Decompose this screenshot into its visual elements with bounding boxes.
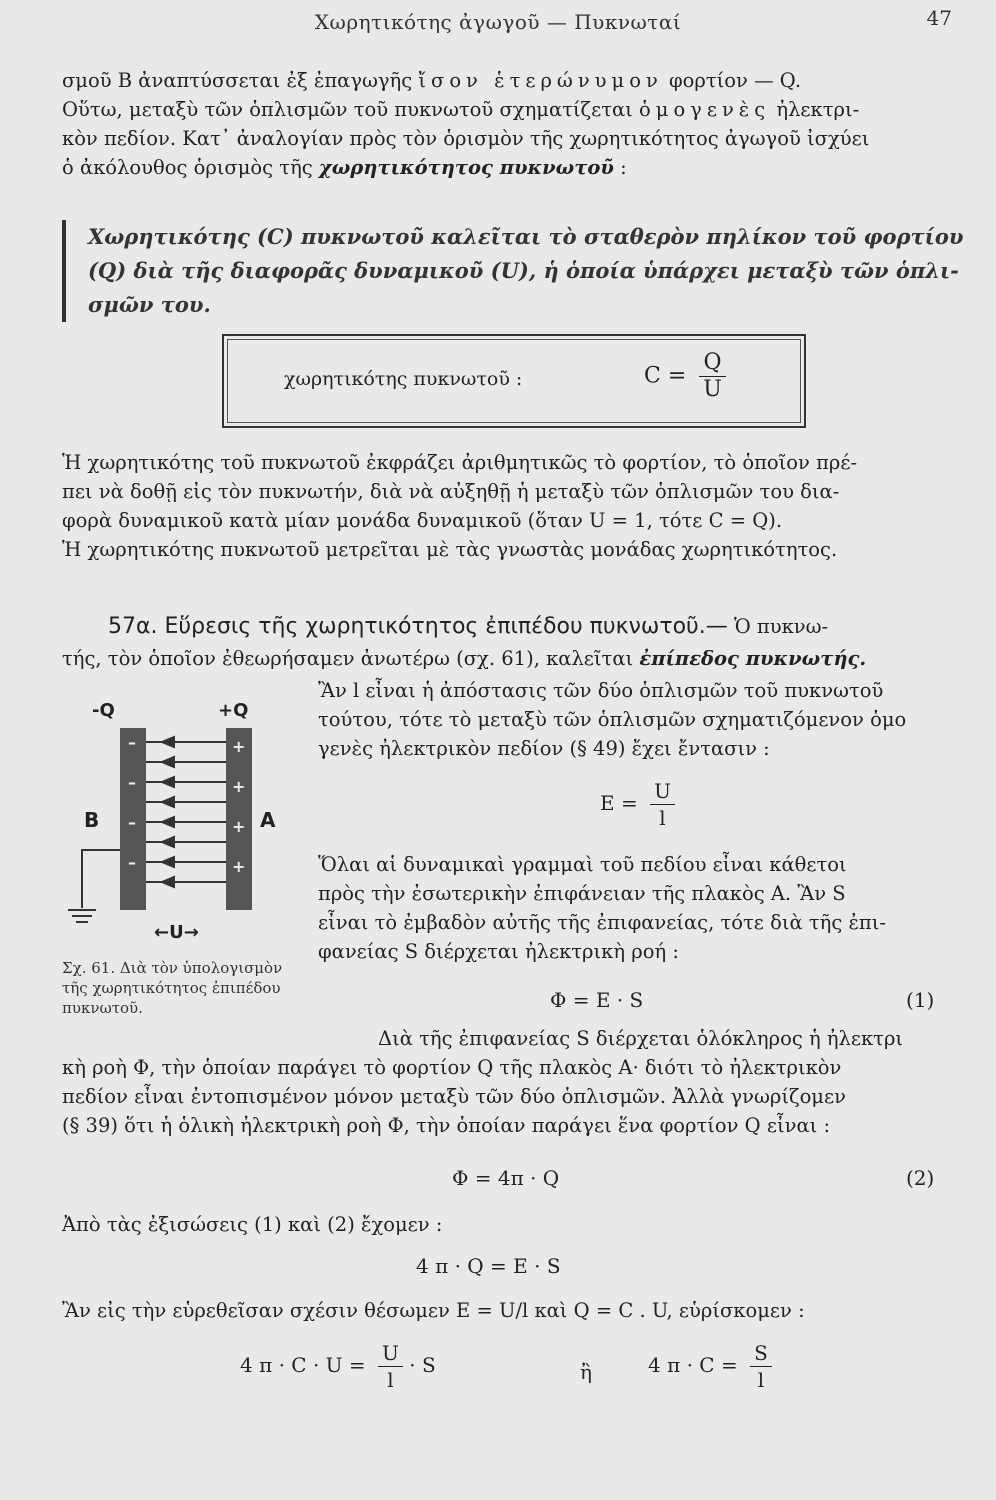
equation-e [600,778,675,831]
text-line: Ἂν εἰς τὴν εὑρεθεῖσαν σχέσιν θέσωμεν E = U/l καὶ Q = C . U, εὑρίσκομεν : [62,1299,805,1322]
section-title: 57α. Εὕρεσις τῆς χωρητικότητος ἐπιπέδου πυκνωτοῦ.— [108,614,728,639]
numerator: U [650,778,675,805]
denominator: l [387,1368,394,1392]
text-line: πρὸς τὴν ἐσωτερικὴν ἐπιφάνειαν τῆς πλακὸς Α. Ἂν S [318,882,846,905]
explanation-line: Ἡ χωρητικότης πυκνωτοῦ μετρεῖται μὲ τὰς γνωστὰς μονάδας χωρητικότητος. [62,538,838,561]
field-lines [146,737,226,887]
numerator: S [750,1340,772,1367]
definition-line: Χωρητικότης (C) πυκνωτοῦ καλεῖται τὸ σταθερὸν πηλίκον τοῦ φορτίου [88,224,964,249]
explanation-line: πει νὰ δοθῇ εἰς τὸν πυκνωτήν, διὰ νὰ αὐξηθῇ ἡ μεταξὺ τῶν ὁπλισμῶν του δια- [62,480,840,503]
equation-number-1: (1) [906,988,935,1012]
svg-text:+: + [232,817,246,836]
right-column-2 [318,850,952,966]
svg-text:–: – [128,813,136,832]
capacitance-formula [644,350,726,403]
or-text: ἢ [580,1360,592,1384]
denominator: U [703,377,722,402]
svg-text:–: – [128,853,136,872]
svg-text:–: – [128,733,136,752]
figure-caption: Σχ. 61. Διὰ τὸν ὑπολογισμὸν τῆς χωρητικότητος ἐπιπέδου πυκνωτοῦ. [62,959,283,1017]
ground-wire [82,850,120,908]
label-minus-q: -Q [92,700,115,721]
spaced-text: ὁμογενὲς [639,98,771,121]
section-text: Ὁ πυκνω- [733,615,829,638]
denominator: l [757,1368,765,1392]
fraction [650,778,675,831]
formula-lhs: 4 π · C · U = [240,1353,366,1377]
right-column [318,676,952,763]
explanation-line: Ἡ χωρητικότης τοῦ πυκνωτοῦ ἐκφράζει ἀριθμητικῶς τὸ φορτίον, τὸ ὁποῖον πρέ- [62,451,858,474]
page-number: 47 [926,6,952,30]
formula-label: χωρητικότης πυκνωτοῦ : [284,368,523,390]
text-line: (§ 39) ὅτι ἡ ὁλικὴ ἠλεκτρικὴ ροὴ Φ, τὴν ὁποίαν παράγει ἕνα φορτίον Q εἶναι : [62,1114,831,1137]
denominator: l [659,806,666,830]
label-plus-q: +Q [218,700,249,721]
svg-text:–: – [128,773,136,792]
intro-line: κὸν πεδίον. Κατ᾽ ἀναλογίαν πρὸς τὸν ὁρισμὸν τῆς χωρητικότητος ἀγωγοῦ ἰσχύει [62,127,870,150]
fraction [378,1340,403,1393]
text-run: ὁ ἀκόλουθος ὁρισμὸς τῆς [62,156,313,179]
ground-symbol-icon [68,910,96,922]
text-line: κὴ ροὴ Φ, τὴν ὁποίαν παράγει τὸ φορτίον Q τῆς πλακὸς Α· διότι τὸ ἠλεκτρικὸν [62,1056,842,1079]
text-run: σμοῦ Β ἀναπτύσσεται ἐξ ἐπαγωγῆς [62,69,413,92]
figure-61 [62,700,308,950]
text-line: φανείας S διέρχεται ἠλεκτρικὴ ροή : [318,940,679,963]
label-b: B [84,808,100,832]
fraction [699,350,726,403]
text-line: εἶναι τὸ ἐμβαδὸν αὐτῆς τῆς ἐπιφανείας, τότε διὰ τῆς ἐπι- [318,911,886,934]
formula-lhs: E = [600,791,638,815]
section-line-2 [62,644,952,673]
text-line: Ὅλαι αἱ δυναμικαὶ γραμμαὶ τοῦ πεδίου εἶναι κάθετοι [318,853,847,876]
text-run: ἠλεκτρι- [776,98,860,121]
numerator: Q [699,350,726,377]
text-line: Ἀπὸ τὰς ἐξισώσεις (1) καὶ (2) ἔχομεν : [62,1213,443,1236]
formula-lhs: C = [644,363,687,389]
text-line: πεδίον εἶναι ἐντοπισμένον μόνον μεταξὺ τῶν δύο ὁπλισμῶν. Ἀλλὰ γνωρίζομεν [62,1085,846,1108]
intro-paragraph [62,66,952,182]
intro-line [62,66,952,95]
intro-line [62,153,952,182]
definition-line: (Q) διὰ τῆς διαφορᾶς δυναμικοῦ (U), ἡ ὁποία ὑπάρχει μεταξὺ τῶν ὁπλι- [88,258,959,283]
label-u: ←U→ [154,922,199,943]
running-header: Χωρητικότης ἀγωγοῦ — Πυκνωταί [314,10,682,34]
text-run: : [620,156,627,179]
numerator: U [378,1340,403,1367]
text-line: τούτου, τότε τὸ μεταξὺ τῶν ὁπλισμῶν σχηματιζόμενον ὁμο [318,708,907,731]
text-line: Ἂν l εἶναι ἡ ἀπόστασις τῶν δύο ὁπλισμῶν τοῦ πυκνωτοῦ [318,679,884,702]
spaced-text: ἴσον ἑτερώνυμον [418,69,663,92]
lower-paragraph [62,1053,952,1140]
formula-box [222,334,806,428]
equation-1: Φ = E · S [550,988,644,1012]
equation-3: 4 π · Q = E · S [416,1254,561,1278]
intro-line [62,95,952,124]
equation-2: Φ = 4π · Q [452,1166,560,1190]
label-a: A [260,808,276,832]
text-run: Οὕτω, μεταξὺ τῶν ὁπλισμῶν τοῦ πυκνωτοῦ σχηματίζεται [62,98,633,121]
text-run: φορτίον — Q. [669,69,802,92]
explanation-line: φορὰ δυναμικοῦ κατὰ μίαν μονάδα δυναμικοῦ (ὅταν U = 1, τότε C = Q). [62,509,783,532]
section-57a [108,612,958,641]
fraction [750,1340,772,1393]
svg-text:+: + [232,777,246,796]
emphasis-term: χωρητικότητος πυκνωτοῦ [318,156,614,179]
text-line: γενὲς ἠλεκτρικὸν πεδίον (§ 49) ἔχει ἔντασιν : [318,737,770,760]
right-column-3: Διὰ τῆς ἐπιφανείας S διέρχεται ὁλόκληρος ἡ ἠλεκτρι [378,1027,904,1050]
explanation-paragraph [62,448,952,564]
equation-5 [648,1340,772,1393]
formula-lhs: 4 π · C = [648,1353,738,1377]
formula-tail: · S [409,1353,436,1377]
equation-number-2: (2) [906,1166,935,1190]
definition-block [62,220,978,322]
svg-text:+: + [232,737,246,756]
equation-4 [240,1340,436,1393]
svg-text:+: + [232,857,246,876]
emphasis-term: ἐπίπεδος πυκνωτής. [639,647,867,670]
text-run: τής, τὸν ὁποῖον ἐθεωρήσαμεν ἀνωτέρω (σχ. 61), καλεῖται [62,647,634,670]
definition-line: σμῶν του. [88,292,211,317]
